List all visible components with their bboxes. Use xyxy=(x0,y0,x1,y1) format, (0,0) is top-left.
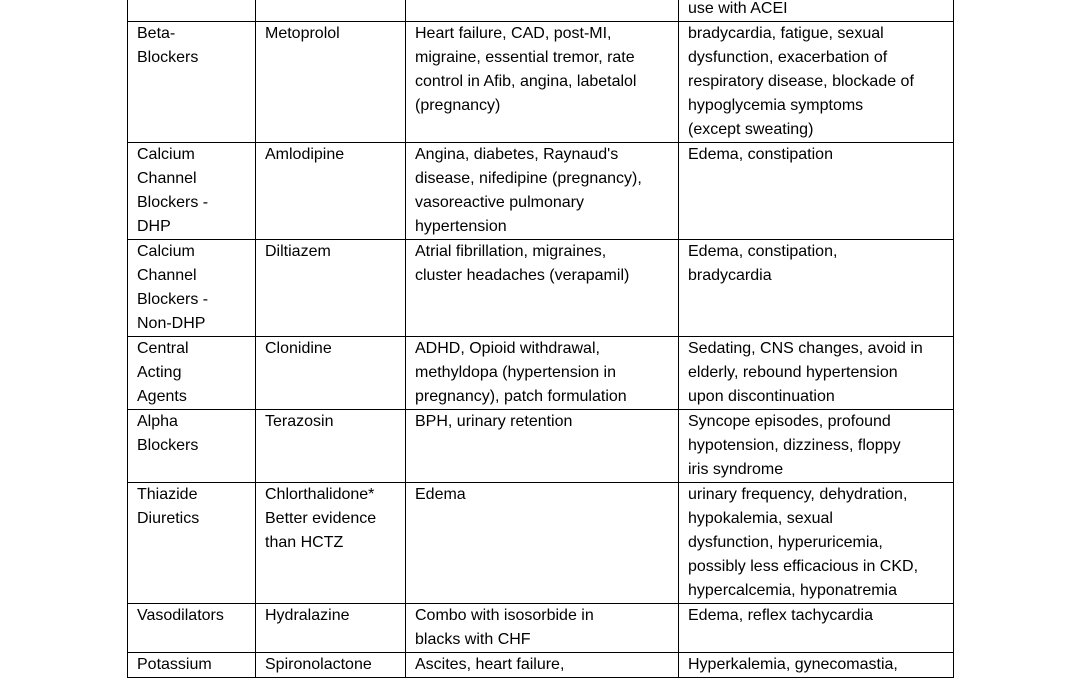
side-effects-cell: Edema, reflex tachycardia xyxy=(679,604,954,653)
side-effects-cell: Syncope episodes, profound hypotension, dizziness, floppy iris syndrome xyxy=(679,410,954,483)
drug-name-cell: Amlodipine xyxy=(256,143,406,240)
table-row xyxy=(128,604,954,653)
side-effects-cell: bradycardia, fatigue, sexual dysfunction, exacerbation of respiratory disease, blockade of hypoglycemia symptoms (except sweating) xyxy=(679,22,954,143)
table-row xyxy=(128,143,954,240)
drug-name-cell xyxy=(256,0,406,22)
drug-table xyxy=(127,0,954,678)
drug-class-cell: Vasodilators xyxy=(128,604,256,653)
indications-cell: Angina, diabetes, Raynaud's disease, nifedipine (pregnancy), vasoreactive pulmonary hypertension xyxy=(406,143,679,240)
side-effects-cell: Edema, constipation xyxy=(679,143,954,240)
drug-name-cell: Spironolactone xyxy=(256,653,406,678)
drug-class-cell: Thiazide Diuretics xyxy=(128,483,256,604)
side-effects-cell: urinary frequency, dehydration, hypokalemia, sexual dysfunction, hyperuricemia, possibly less efficacious in CKD, hypercalcemia, hyponatremia xyxy=(679,483,954,604)
table-row xyxy=(128,483,954,604)
table-row xyxy=(128,653,954,678)
indications-cell: Heart failure, CAD, post-MI, migraine, essential tremor, rate control in Afib, angina, labetalol (pregnancy) xyxy=(406,22,679,143)
drug-name-cell: Metoprolol xyxy=(256,22,406,143)
side-effects-cell: Hyperkalemia, gynecomastia, xyxy=(679,653,954,678)
drug-class-cell: Central Acting Agents xyxy=(128,337,256,410)
drug-name-cell: Clonidine xyxy=(256,337,406,410)
table-row xyxy=(128,410,954,483)
drug-name-cell: Chlorthalidone* Better evidence than HCTZ xyxy=(256,483,406,604)
indications-cell: Ascites, heart failure, xyxy=(406,653,679,678)
side-effects-cell: use with ACEI xyxy=(679,0,954,22)
side-effects-cell: Sedating, CNS changes, avoid in elderly, rebound hypertension upon discontinuation xyxy=(679,337,954,410)
indications-cell xyxy=(406,0,679,22)
table-row xyxy=(128,0,954,22)
indications-cell: BPH, urinary retention xyxy=(406,410,679,483)
table-row xyxy=(128,22,954,143)
side-effects-cell: Edema, constipation, bradycardia xyxy=(679,240,954,337)
drug-name-cell: Diltiazem xyxy=(256,240,406,337)
table-row xyxy=(128,337,954,410)
indications-cell: Edema xyxy=(406,483,679,604)
indications-cell: Combo with isosorbide in blacks with CHF xyxy=(406,604,679,653)
indications-cell: ADHD, Opioid withdrawal, methyldopa (hypertension in pregnancy), patch formulation xyxy=(406,337,679,410)
drug-class-cell: Beta- Blockers xyxy=(128,22,256,143)
drug-name-cell: Terazosin xyxy=(256,410,406,483)
drug-name-cell: Hydralazine xyxy=(256,604,406,653)
drug-class-cell: Calcium Channel Blockers - DHP xyxy=(128,143,256,240)
drug-class-cell: Calcium Channel Blockers - Non-DHP xyxy=(128,240,256,337)
table-row xyxy=(128,240,954,337)
drug-class-cell: Potassium xyxy=(128,653,256,678)
drug-class-cell xyxy=(128,0,256,22)
drug-class-cell: Alpha Blockers xyxy=(128,410,256,483)
indications-cell: Atrial fibrillation, migraines, cluster headaches (verapamil) xyxy=(406,240,679,337)
